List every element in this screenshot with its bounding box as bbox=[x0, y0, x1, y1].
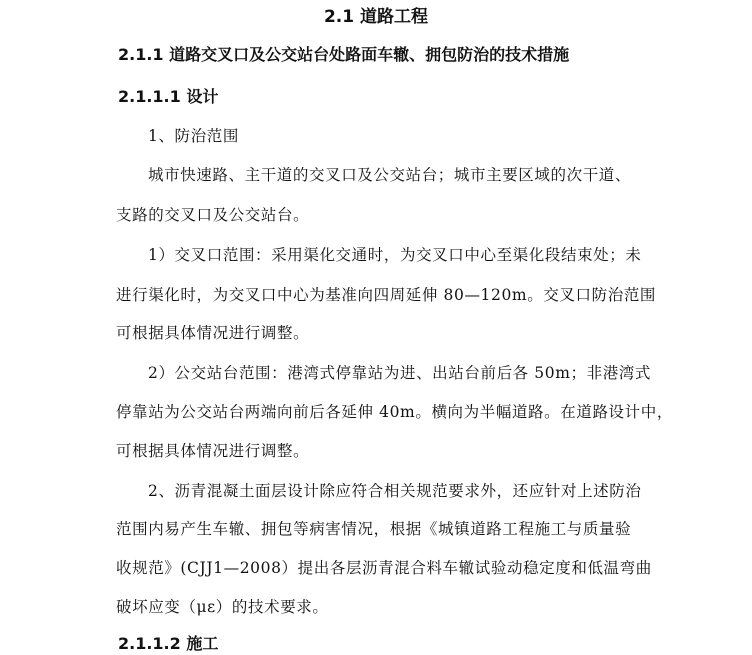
para3-line3: 可根据具体情况进行调整。 bbox=[116, 442, 310, 460]
section-title: 2.1 道路工程 bbox=[323, 7, 429, 27]
para1-line2: 支路的交叉口及公交站台。 bbox=[116, 206, 310, 224]
item1-heading: 1、防治范围 bbox=[148, 127, 239, 145]
para3-line2: 停靠站为公交站台两端向前后各延伸 40m。横向为半幅道路。在道路设计中， bbox=[116, 403, 673, 421]
next-subsubsection-title: 2.1.1.2 施工 bbox=[118, 634, 219, 653]
para4-line2: 范围内易产生车辙、拥包等病害情况，根据《城镇道路工程施工与质量验 bbox=[116, 520, 632, 538]
subsubsection-title: 2.1.1.1 设计 bbox=[118, 87, 219, 106]
para4-line3: 收规范》(CJJ1—2008）提出各层沥青混合料车辙试验动稳定度和低温弯曲 bbox=[116, 559, 652, 577]
para1-line1: 城市快速路、主干道的交叉口及公交站台；城市主要区域的次干道、 bbox=[148, 166, 632, 184]
para4-line1: 2、沥青混凝土面层设计除应符合相关规范要求外，还应针对上述防治 bbox=[148, 482, 642, 500]
subsection-title: 2.1.1 道路交叉口及公交站台处路面车辙、拥包防治的技术措施 bbox=[118, 45, 570, 64]
para2-line1: 1）交叉口范围：采用渠化交通时，为交叉口中心至渠化段结束处；未 bbox=[148, 246, 642, 264]
para2-line3: 可根据具体情况进行调整。 bbox=[116, 324, 310, 342]
para3-line1: 2）公交站台范围：港湾式停靠站为进、出站台前后各 50m；非港湾式 bbox=[148, 364, 652, 382]
para4-line4: 破坏应变（με）的技术要求。 bbox=[116, 598, 329, 616]
para2-line2: 进行渠化时，为交叉口中心为基准向四周延伸 80—120m。交叉口防治范围 bbox=[116, 286, 657, 304]
